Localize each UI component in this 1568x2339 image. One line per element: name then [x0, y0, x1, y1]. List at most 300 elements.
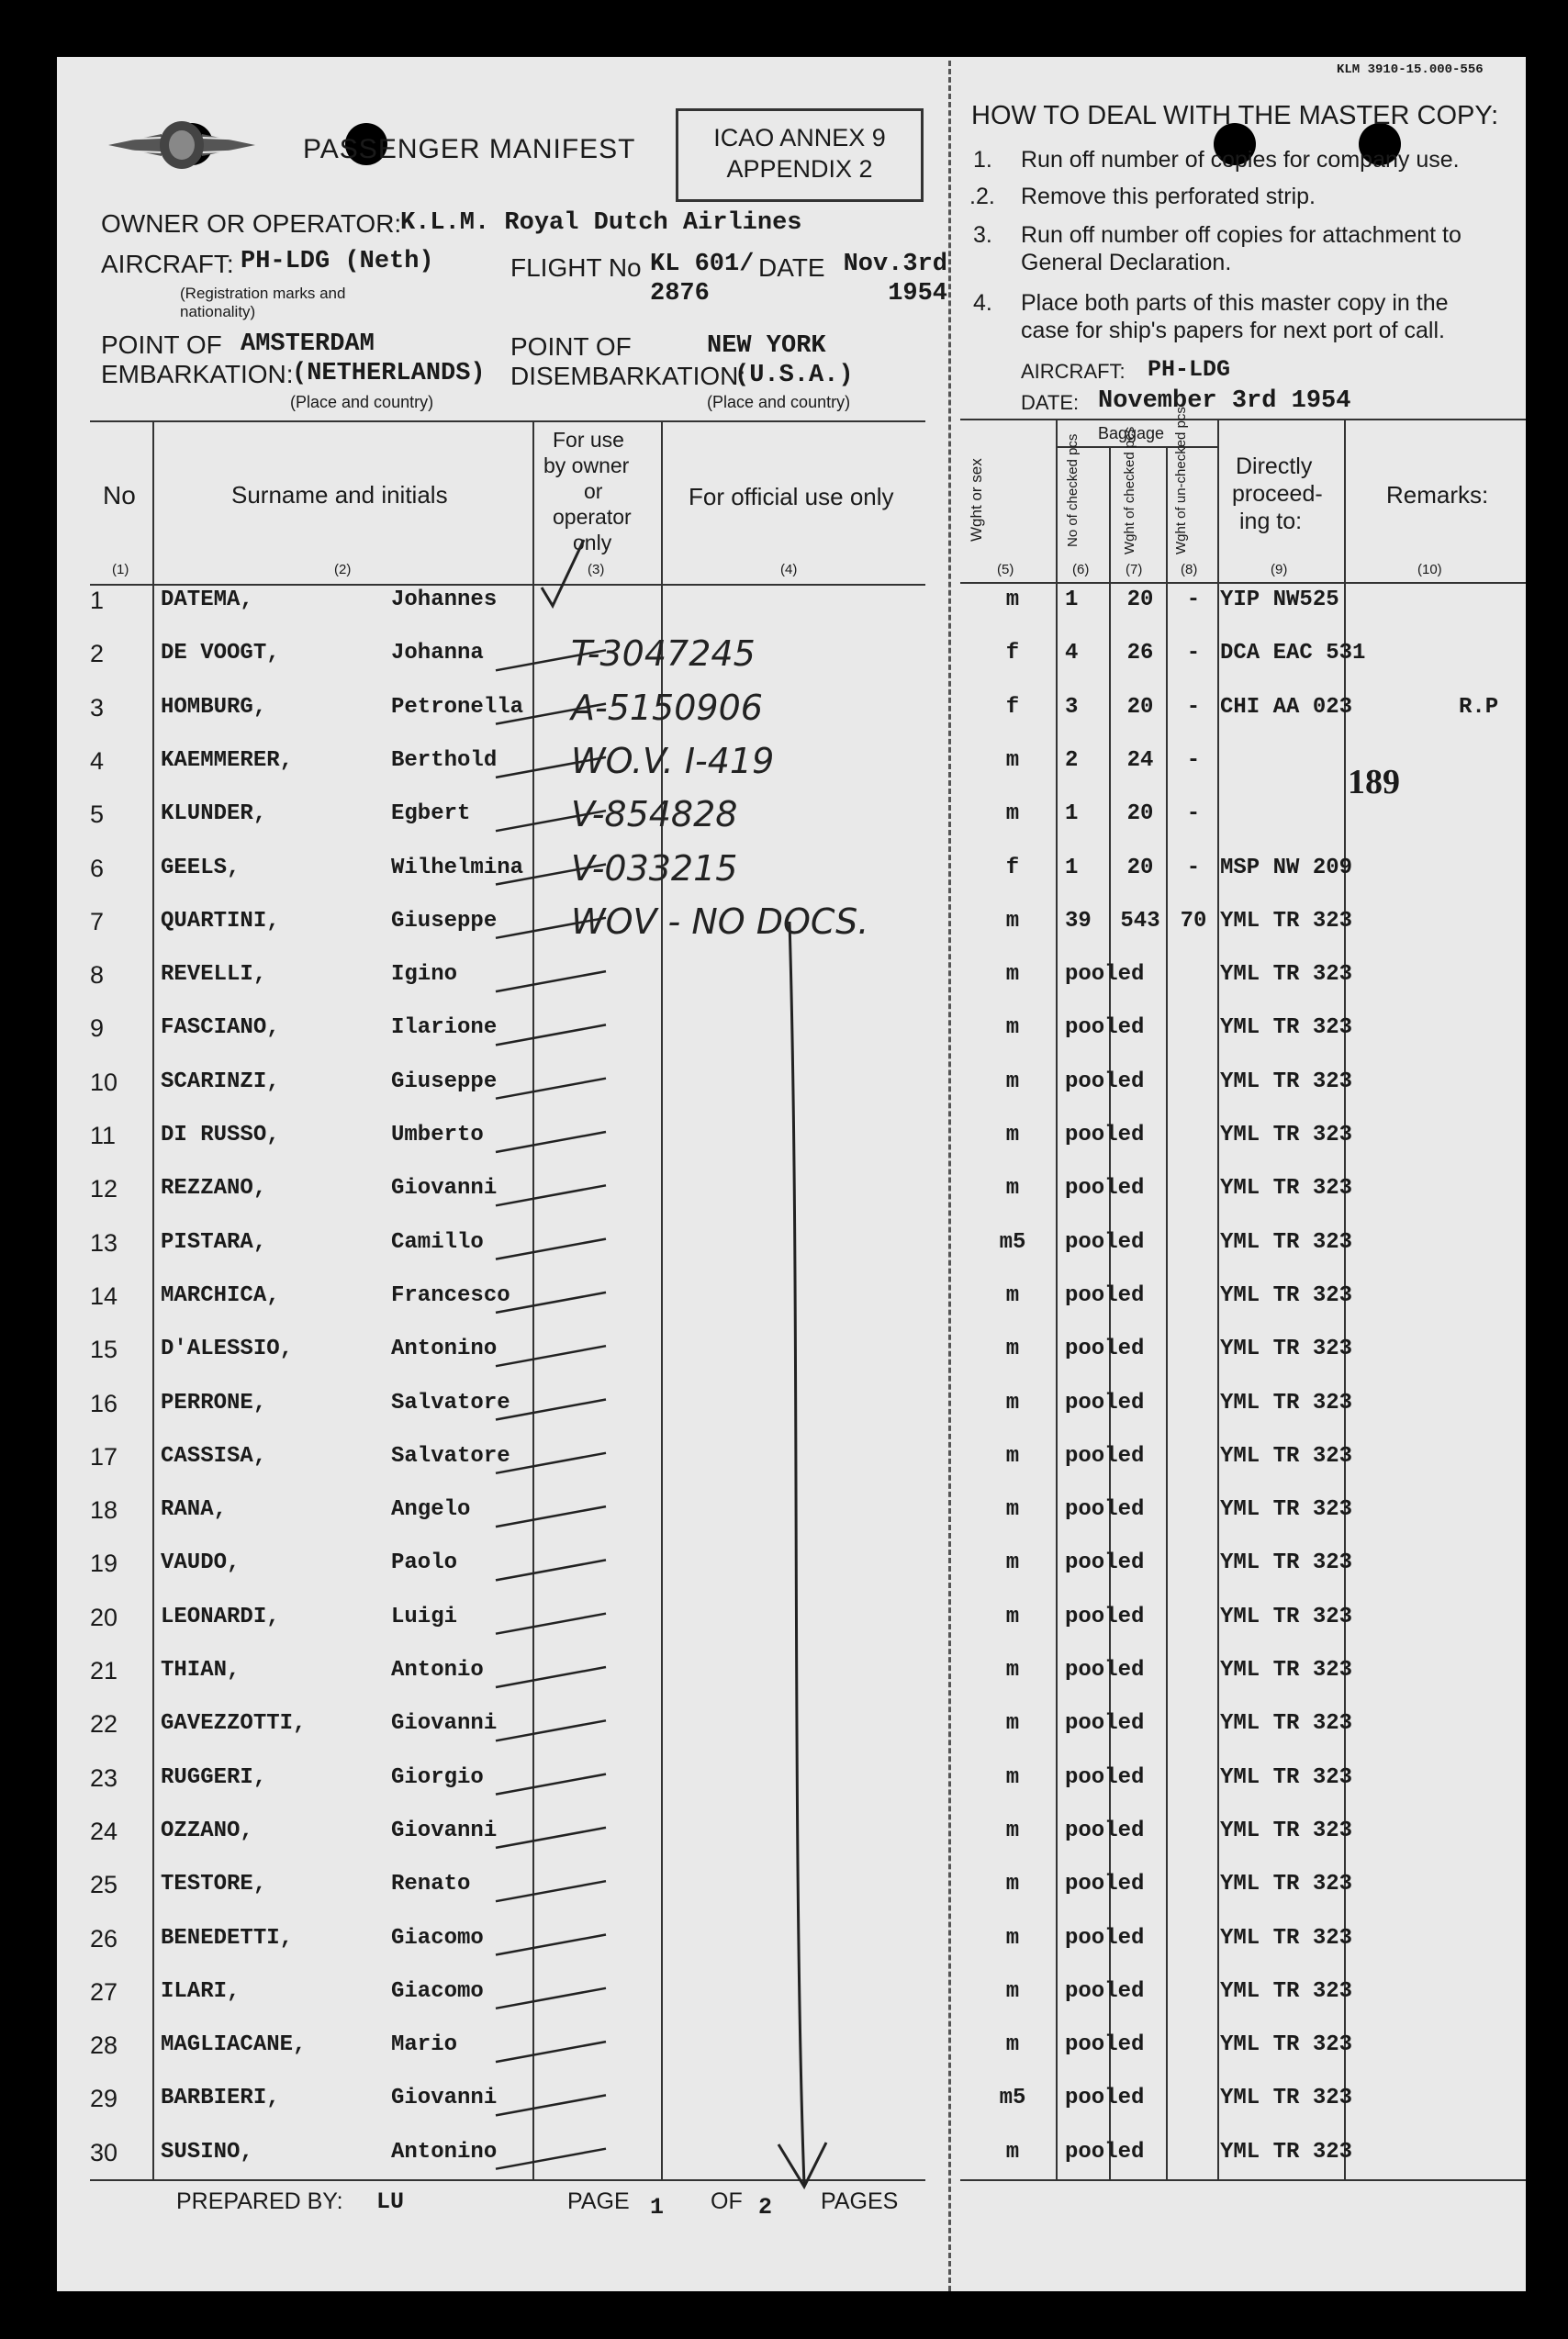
checked-weight: 543 — [1120, 908, 1160, 934]
surname: PERRONE, — [161, 1390, 267, 1416]
table-row — [57, 1866, 1526, 1903]
table-row — [57, 1974, 1526, 2010]
row-number: 20 — [90, 1603, 118, 1631]
col-header-checked-pcs: No of checked pcs — [1065, 433, 1081, 547]
embarkation-value-2: (NETHERLANDS) — [292, 360, 486, 387]
surname: GEELS, — [161, 855, 241, 880]
row-number: 17 — [90, 1442, 118, 1471]
sex: m — [1005, 1550, 1020, 1576]
row-number: 23 — [90, 1763, 118, 1792]
instructions-heading: HOW TO DEAL WITH THE MASTER COPY: — [971, 101, 1499, 130]
table-row — [57, 1010, 1526, 1046]
checked-pieces: 4 — [1065, 641, 1079, 666]
row-number: 16 — [90, 1389, 118, 1417]
destination: YML TR 323 — [1220, 1497, 1353, 1523]
icao-line-2: APPENDIX 2 — [726, 155, 873, 183]
initials: Giovanni — [391, 1176, 498, 1202]
row-number: 6 — [90, 854, 105, 882]
unchecked-weight: - — [1186, 801, 1201, 827]
col-number: (5) — [997, 562, 1014, 577]
initials: Giorgio — [391, 1764, 484, 1790]
sex: m — [1005, 801, 1020, 827]
embarkation-note: (Place and country) — [290, 393, 434, 411]
row-number: 22 — [90, 1710, 118, 1739]
surname: TESTORE, — [161, 1872, 267, 1897]
checked-pieces: pooled — [1065, 2032, 1145, 2058]
date-value: Nov.3rd 1954 — [843, 251, 947, 308]
initials: Francesco — [391, 1282, 510, 1308]
surname: CASSISA, — [161, 1443, 267, 1469]
checked-weight: 20 — [1126, 801, 1154, 827]
col-number: (4) — [780, 562, 798, 577]
surname: GAVEZZOTTI, — [161, 1711, 307, 1737]
destination: YML TR 323 — [1220, 1390, 1353, 1416]
instruction-text: Remove this perforated strip. — [1021, 184, 1316, 209]
table-row — [57, 633, 1526, 675]
table-row — [57, 1920, 1526, 1957]
col-number: (8) — [1181, 562, 1198, 577]
table-row — [57, 1813, 1526, 1850]
destination: YML TR 323 — [1220, 1069, 1353, 1094]
table-row — [57, 740, 1526, 781]
sex: m — [1005, 747, 1020, 773]
row-number: 11 — [90, 1122, 117, 1149]
checked-pieces: pooled — [1065, 962, 1145, 988]
checked-pieces: pooled — [1065, 1711, 1145, 1737]
destination: YML TR 323 — [1220, 1818, 1353, 1843]
page-label: PAGE — [567, 2188, 630, 2214]
sex: m — [1005, 1818, 1020, 1843]
sex: m — [1005, 2139, 1020, 2165]
row-number: 25 — [90, 1871, 118, 1899]
table-row — [57, 1278, 1526, 1315]
destination: YML TR 323 — [1220, 908, 1353, 934]
checked-pieces: 1 — [1065, 588, 1079, 612]
table-row — [57, 1545, 1526, 1582]
instruction-number: 4. — [973, 290, 992, 316]
sex: m — [1005, 1123, 1020, 1147]
initials: Giuseppe — [391, 908, 498, 934]
surname: BENEDETTI, — [161, 1925, 294, 1951]
destination: YML TR 323 — [1220, 1443, 1353, 1469]
sex: m — [1005, 1604, 1020, 1629]
row-number: 9 — [90, 1014, 105, 1043]
table-row — [57, 689, 1526, 726]
destination: YML TR 323 — [1220, 2032, 1353, 2058]
row-number: 30 — [90, 2138, 118, 2166]
row-number: 5 — [90, 800, 105, 829]
initials: Giacomo — [391, 1978, 484, 2004]
surname: ILARI, — [161, 1978, 241, 2004]
checked-pieces: pooled — [1065, 1123, 1145, 1147]
header-line: by owner — [543, 453, 630, 477]
instruction-number: 3. — [973, 222, 992, 248]
document-number: WOV - NO DOCS. — [571, 901, 869, 942]
destination: YML TR 323 — [1220, 2139, 1353, 2165]
row-number: 28 — [90, 2031, 118, 2060]
col-header-remarks: Remarks: — [1386, 481, 1489, 509]
destination: YML TR 323 — [1220, 1925, 1353, 1951]
document-number: T-3047245 — [571, 633, 756, 675]
initials: Igino — [391, 962, 458, 988]
initials: Angelo — [391, 1497, 471, 1523]
sex: m5 — [999, 2086, 1026, 2111]
checked-weight: 24 — [1126, 747, 1154, 773]
surname: HOMBURG, — [161, 694, 267, 720]
sex: m — [1005, 1337, 1020, 1362]
destination: YML TR 323 — [1220, 1550, 1353, 1576]
surname: FASCIANO, — [161, 1015, 280, 1041]
col-number: (2) — [334, 562, 352, 577]
pages-label: PAGES — [821, 2188, 899, 2214]
surname: DATEMA, — [161, 588, 253, 612]
col-number: (10) — [1417, 562, 1442, 577]
destination: YML TR 323 — [1220, 1978, 1353, 2004]
sex: m — [1005, 1925, 1020, 1951]
instructions-aircraft-value: PH-LDG — [1148, 356, 1231, 383]
row-number: 13 — [90, 1228, 118, 1257]
checked-pieces: pooled — [1065, 1282, 1145, 1308]
disembarkation-label-1: POINT OF — [510, 332, 632, 361]
initials: Petronella — [391, 694, 524, 720]
checked-pieces: pooled — [1065, 1764, 1145, 1790]
surname: RUGGERI, — [161, 1764, 267, 1790]
table-row — [57, 582, 1526, 619]
embarkation-label-2: EMBARKATION: — [101, 360, 294, 388]
table-row — [57, 1438, 1526, 1475]
initials: Salvatore — [391, 1390, 510, 1416]
sex: m — [1005, 1764, 1020, 1790]
page-total: 2 — [758, 2194, 773, 2221]
row-number: 29 — [90, 2085, 118, 2113]
disembarkation-value-1: NEW YORK — [707, 332, 826, 360]
surname: LEONARDI, — [161, 1604, 280, 1629]
unchecked-weight: - — [1186, 855, 1201, 880]
unchecked-weight: 70 — [1180, 908, 1207, 934]
instructions-aircraft-label: AIRCRAFT: — [1021, 360, 1126, 383]
initials: Giuseppe — [391, 1069, 498, 1094]
surname: REVELLI, — [161, 962, 267, 988]
sex: m5 — [999, 1229, 1026, 1255]
table-row — [57, 847, 1526, 889]
header-line: or — [584, 479, 603, 503]
of-label: OF — [711, 2188, 743, 2214]
destination: DCA EAC 531 — [1220, 641, 1366, 666]
initials: Johanna — [391, 641, 484, 666]
row-number: 3 — [90, 693, 105, 722]
sex: f — [1005, 641, 1020, 666]
destination: YML TR 323 — [1220, 2086, 1353, 2111]
col-header-unchecked-wgt: Wght of un-checked pcs — [1173, 407, 1189, 554]
table-row — [57, 903, 1526, 940]
surname: MARCHICA, — [161, 1282, 280, 1308]
icao-line-1: ICAO ANNEX 9 — [713, 124, 886, 151]
checked-pieces: pooled — [1065, 1497, 1145, 1523]
destination: YML TR 323 — [1220, 1282, 1353, 1308]
checked-pieces: 39 — [1065, 908, 1092, 934]
initials: Giovanni — [391, 1711, 498, 1737]
checked-pieces: pooled — [1065, 1443, 1145, 1469]
table-row — [57, 2134, 1526, 2171]
col-header-checked-wgt: Wght of checked pcs — [1122, 426, 1137, 554]
destination: MSP NW 209 — [1220, 855, 1353, 880]
checked-pieces: pooled — [1065, 1550, 1145, 1576]
owner-value: K.L.M. Royal Dutch Airlines — [400, 209, 802, 237]
initials: Egbert — [391, 801, 471, 827]
table-row — [57, 2027, 1526, 2064]
table-row — [57, 1492, 1526, 1528]
initials: Giacomo — [391, 1925, 484, 1951]
header-line: only — [573, 531, 612, 554]
checked-weight: 20 — [1126, 694, 1154, 720]
sex: m — [1005, 1390, 1020, 1416]
instruction-number: 1. — [973, 147, 992, 173]
instruction-number: .2. — [969, 184, 995, 209]
sex: m — [1005, 1711, 1020, 1737]
initials: Wilhelmina — [391, 855, 524, 880]
table-row — [57, 1385, 1526, 1422]
col-number: (9) — [1271, 562, 1288, 577]
initials: Antonino — [391, 2139, 498, 2165]
destination: YML TR 323 — [1220, 1015, 1353, 1041]
surname: REZZANO, — [161, 1176, 267, 1202]
checked-pieces: pooled — [1065, 1069, 1145, 1094]
row-number: 8 — [90, 961, 105, 990]
row-number: 19 — [90, 1550, 118, 1578]
table-row — [57, 1760, 1526, 1796]
remarks: R.P — [1459, 694, 1499, 720]
instructions-date-label: DATE: — [1021, 391, 1080, 414]
table-row — [57, 1117, 1526, 1154]
checked-pieces: pooled — [1065, 1818, 1145, 1843]
unchecked-weight: - — [1186, 588, 1201, 612]
destination: YML TR 323 — [1220, 1123, 1353, 1147]
owner-label: OWNER OR OPERATOR: — [101, 209, 402, 238]
aircraft-note: (Registration marks and nationality) — [180, 285, 346, 320]
table-row — [57, 796, 1526, 833]
embarkation-value-1: AMSTERDAM — [241, 330, 375, 358]
surname: QUARTINI, — [161, 908, 280, 934]
checked-pieces: pooled — [1065, 1176, 1145, 1202]
col-header-baggage: Baggage — [1098, 424, 1165, 442]
table-row — [57, 1706, 1526, 1742]
col-header-no: No — [103, 481, 136, 509]
row-number: 21 — [90, 1657, 118, 1684]
initials: Salvatore — [391, 1443, 510, 1469]
initials: Antonio — [391, 1658, 484, 1683]
surname: D'ALESSIO, — [161, 1337, 294, 1362]
header-line: Directly — [1236, 453, 1313, 479]
checked-pieces: pooled — [1065, 1872, 1145, 1897]
row-number: 26 — [90, 1924, 118, 1953]
checked-pieces: 3 — [1065, 694, 1079, 720]
sex: m — [1005, 1872, 1020, 1897]
flight-value: KL 601/ 2876 — [650, 251, 755, 308]
row-number: 10 — [90, 1068, 118, 1096]
sex: m — [1005, 1978, 1020, 2004]
document-number: WO.V. I-419 — [571, 740, 775, 781]
sex: m — [1005, 1176, 1020, 1202]
checked-pieces: pooled — [1065, 1390, 1145, 1416]
initials: Renato — [391, 1872, 471, 1897]
surname: SUSINO, — [161, 2139, 253, 2165]
surname: OZZANO, — [161, 1818, 253, 1843]
col-header-sex: Wght or sex — [968, 458, 985, 542]
surname: PISTARA, — [161, 1229, 267, 1255]
surname: BARBIERI, — [161, 2086, 280, 2111]
col-number: (1) — [112, 562, 129, 577]
destination: YML TR 323 — [1220, 962, 1353, 988]
sex: f — [1005, 855, 1020, 880]
instruction-text: Run off number off copies for attachment to — [1021, 222, 1462, 248]
destination: YML TR 323 — [1220, 1658, 1353, 1683]
initials: Johannes — [391, 588, 498, 612]
surname: KLUNDER, — [161, 801, 267, 827]
instruction-text-cont: General Declaration. — [1021, 250, 1232, 275]
destination: YML TR 323 — [1220, 1604, 1353, 1629]
handwritten-annotation: 189 — [1348, 763, 1400, 801]
destination: YML TR 323 — [1220, 1229, 1353, 1255]
table-row — [57, 1064, 1526, 1101]
instruction-text: Run off number of copies for company use. — [1021, 147, 1460, 173]
table-row — [57, 1225, 1526, 1261]
checked-pieces: pooled — [1065, 1925, 1145, 1951]
form-code: KLM 3910-15.000-556 — [1337, 62, 1484, 77]
surname: KAEMMERER, — [161, 747, 294, 773]
initials: Ilarione — [391, 1015, 498, 1041]
row-number: 14 — [90, 1281, 118, 1310]
sex: m — [1005, 588, 1020, 612]
col-number: (7) — [1126, 562, 1143, 577]
surname: SCARINZI, — [161, 1069, 280, 1094]
checked-weight: 20 — [1126, 588, 1154, 612]
header-line: operator — [553, 505, 632, 529]
initials: Umberto — [391, 1123, 484, 1147]
instruction-text-cont: case for ship's papers for next port of call. — [1021, 318, 1445, 343]
checked-pieces: pooled — [1065, 1337, 1145, 1362]
disembarkation-label-2: DISEMBARKATION: — [510, 362, 746, 390]
aircraft-value: PH-LDG (Neth) — [241, 248, 434, 275]
initials: Giovanni — [391, 1818, 498, 1843]
table-row — [57, 1331, 1526, 1368]
initials: Mario — [391, 2032, 458, 2058]
checked-pieces: pooled — [1065, 2086, 1145, 2111]
col-header-surname: Surname and initials — [231, 481, 448, 509]
checked-pieces: pooled — [1065, 1658, 1145, 1683]
initials: Berthold — [391, 747, 498, 773]
sex: m — [1005, 1443, 1020, 1469]
flight-label: FLIGHT No — [510, 253, 642, 282]
checked-pieces: pooled — [1065, 1978, 1145, 2004]
destination: CHI AA 023 — [1220, 694, 1353, 720]
disembarkation-note: (Place and country) — [707, 393, 851, 411]
col-header-official: For official use only — [689, 483, 894, 510]
document-number: A-5150906 — [571, 687, 763, 728]
initials: Luigi — [391, 1604, 458, 1629]
disembarkation-value-2: (U.S.A.) — [734, 362, 854, 389]
sex: m — [1005, 1658, 1020, 1683]
table-row — [57, 1599, 1526, 1636]
checked-pieces: 1 — [1065, 855, 1079, 880]
row-number: 12 — [90, 1175, 118, 1203]
row-number: 2 — [90, 640, 105, 668]
initials: Giovanni — [391, 2086, 498, 2111]
surname: DE VOOGT, — [161, 641, 280, 666]
unchecked-weight: - — [1186, 641, 1201, 666]
row-number: 1 — [90, 587, 105, 614]
col-number: (3) — [588, 562, 605, 577]
initials: Antonino — [391, 1337, 498, 1362]
destination: YIP NW525 — [1220, 588, 1339, 612]
row-number: 7 — [90, 907, 105, 935]
instructions-date-value: November 3rd 1954 — [1098, 387, 1351, 415]
header-line: For use — [553, 428, 624, 452]
row-number: 24 — [90, 1817, 118, 1845]
checked-pieces: 1 — [1065, 801, 1079, 827]
destination: YML TR 323 — [1220, 1872, 1353, 1897]
manifest-title: PASSENGER MANIFEST — [303, 134, 636, 164]
surname: RANA, — [161, 1497, 228, 1523]
row-number: 18 — [90, 1496, 118, 1525]
header-line: proceed- — [1232, 481, 1323, 507]
initials: Camillo — [391, 1229, 484, 1255]
page-number: 1 — [650, 2194, 665, 2221]
destination: YML TR 323 — [1220, 1337, 1353, 1362]
date-label: DATE — [758, 253, 825, 282]
surname: VAUDO, — [161, 1550, 241, 1576]
table-row — [57, 2080, 1526, 2117]
checked-pieces: pooled — [1065, 1604, 1145, 1629]
sex: m — [1005, 1497, 1020, 1523]
surname: THIAN, — [161, 1658, 241, 1683]
row-number: 4 — [90, 746, 105, 775]
header-line: ing to: — [1239, 509, 1303, 534]
row-number: 27 — [90, 1977, 118, 2006]
sex: m — [1005, 1015, 1020, 1041]
instruction-text: Place both parts of this master copy in the — [1021, 290, 1449, 316]
document-number: V-854828 — [571, 794, 738, 835]
sex: m — [1005, 1069, 1020, 1094]
table-row — [57, 1652, 1526, 1689]
prepared-by-value: LU — [376, 2188, 405, 2215]
surname: DI RUSSO, — [161, 1123, 280, 1147]
row-number: 15 — [90, 1336, 118, 1364]
checked-weight: 26 — [1126, 641, 1154, 666]
sex: m — [1005, 962, 1020, 988]
checked-pieces: pooled — [1065, 1229, 1145, 1255]
table-row — [57, 1170, 1526, 1207]
checked-pieces: 2 — [1065, 747, 1079, 773]
checked-pieces: pooled — [1065, 2139, 1145, 2165]
surname: MAGLIACANE, — [161, 2032, 307, 2058]
sex: m — [1005, 908, 1020, 934]
checked-pieces: pooled — [1065, 1015, 1145, 1041]
unchecked-weight: - — [1186, 694, 1201, 720]
destination: YML TR 323 — [1220, 1764, 1353, 1790]
sex: m — [1005, 2032, 1020, 2058]
unchecked-weight: - — [1186, 747, 1201, 773]
sex: m — [1005, 1282, 1020, 1308]
prepared-by-label: PREPARED BY: — [176, 2188, 343, 2214]
initials: Paolo — [391, 1550, 458, 1576]
aircraft-label: AIRCRAFT: — [101, 250, 234, 278]
sex: f — [1005, 694, 1020, 720]
checked-weight: 20 — [1126, 855, 1154, 880]
col-number: (6) — [1072, 562, 1090, 577]
destination: YML TR 323 — [1220, 1176, 1353, 1202]
destination: YML TR 323 — [1220, 1711, 1353, 1737]
document-number: V-033215 — [571, 847, 738, 889]
